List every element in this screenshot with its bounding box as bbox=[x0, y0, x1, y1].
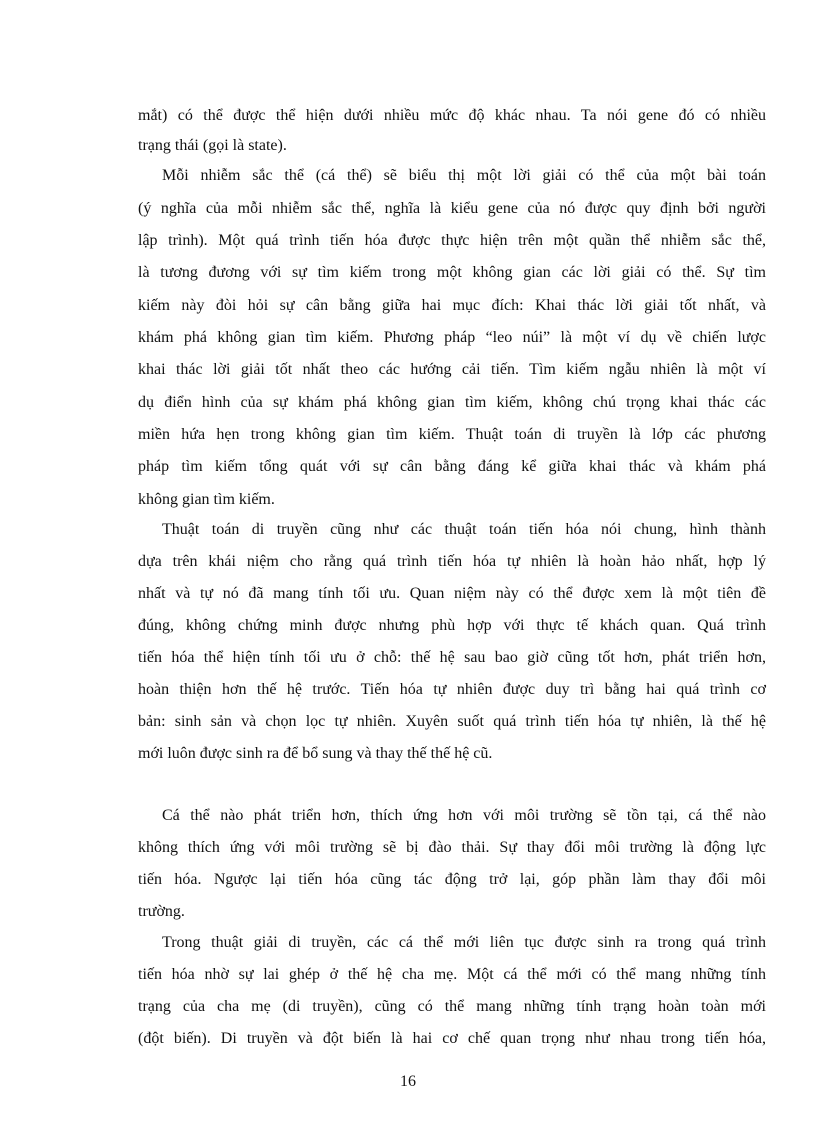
text-line: tiến hóa thể hiện tính tối ưu ở chỗ: thế hệ sau bao giờ cũng tốt hơn, phát triển hơn, bbox=[138, 649, 766, 666]
text-line: hoàn thiện hơn thế hệ trước. Tiến hóa tự nhiên được duy trì bằng hai quá trình cơ bbox=[138, 681, 766, 698]
text-line: dựa trên khái niệm cho rằng quá trình tiến hóa tự nhiên là hoàn hảo nhất, hợp lý bbox=[138, 553, 766, 570]
text-line: Mỗi nhiễm sắc thể (cá thể) sẽ biểu thị một lời giải có thể của một bài toán bbox=[162, 167, 766, 184]
text-line: Thuật toán di truyền cũng như các thuật toán tiến hóa nói chung, hình thành bbox=[162, 521, 766, 538]
text-line: Trong thuật giải di truyền, các cá thể mới liên tục được sinh ra trong quá trình bbox=[162, 934, 766, 951]
text-line: lập trình). Một quá trình tiến hóa được thực hiện trên một quần thể nhiễm sắc thể, bbox=[138, 232, 766, 249]
text-line: trường. bbox=[138, 903, 185, 920]
text-line: bản: sinh sản và chọn lọc tự nhiên. Xuyên suốt quá trình tiến hóa tự nhiên, là thế hệ bbox=[138, 713, 766, 730]
text-line: nhất và tự nó đã mang tính tối ưu. Quan niệm này có thể được xem là một tiên đề bbox=[138, 585, 766, 602]
page-number: 16 bbox=[400, 1073, 416, 1090]
text-line: không thích ứng với môi trường sẽ bị đào thải. Sự thay đổi môi trường là động lực bbox=[138, 839, 766, 856]
text-line: trạng của cha mẹ (di truyền), cũng có thể mang những tính trạng hoàn toàn mới bbox=[138, 998, 766, 1015]
text-line: trạng thái (gọi là state). bbox=[138, 137, 287, 154]
text-line: đúng, không chứng minh được nhưng phù hợp với thực tế khách quan. Quá trình bbox=[138, 617, 766, 634]
text-line: (đột biến). Di truyền và đột biến là hai cơ chế quan trọng như nhau trong tiến hóa, bbox=[138, 1030, 766, 1047]
text-line: khai thác lời giải tốt nhất theo các hướng cải tiến. Tìm kiếm ngẫu nhiên là một ví bbox=[138, 361, 766, 378]
text-line: là tương đương với sự tìm kiếm trong một không gian các lời giải có thể. Sự tìm bbox=[138, 264, 766, 281]
text-line: tiến hóa nhờ sự lai ghép ở thế hệ cha mẹ. Một cá thể mới có thể mang những tính bbox=[138, 966, 766, 983]
text-line: pháp tìm kiếm tổng quát với sự cân bằng đáng kể giữa khai thác và khám phá bbox=[138, 458, 766, 475]
text-line: không gian tìm kiếm. bbox=[138, 491, 275, 508]
text-line: dụ điển hình của sự khám phá không gian tìm kiếm, không chú trọng khai thác các bbox=[138, 394, 766, 411]
text-line: mới luôn được sinh ra để bổ sung và thay thế thế hệ cũ. bbox=[138, 745, 493, 762]
text-line: khám phá không gian tìm kiếm. Phương pháp “leo núi” là một ví dụ về chiến lược bbox=[138, 329, 766, 346]
text-line: miền hứa hẹn trong không gian tìm kiếm. Thuật toán di truyền là lớp các phương bbox=[138, 426, 766, 443]
text-line: tiến hóa. Ngược lại tiến hóa cũng tác động trở lại, góp phần làm thay đổi môi bbox=[138, 871, 766, 888]
text-line: Cá thể nào phát triển hơn, thích ứng hơn với môi trường sẽ tồn tại, cá thể nào bbox=[162, 807, 766, 824]
text-line: mắt) có thể được thể hiện dưới nhiều mức độ khác nhau. Ta nói gene đó có nhiều bbox=[138, 107, 766, 124]
text-line: (ý nghĩa của mỗi nhiễm sắc thể, nghĩa là kiểu gene của nó được quy định bởi người bbox=[138, 200, 766, 217]
text-line: kiếm này đòi hỏi sự cân bằng giữa hai mục đích: Khai thác lời giải tốt nhất, và bbox=[138, 297, 766, 314]
